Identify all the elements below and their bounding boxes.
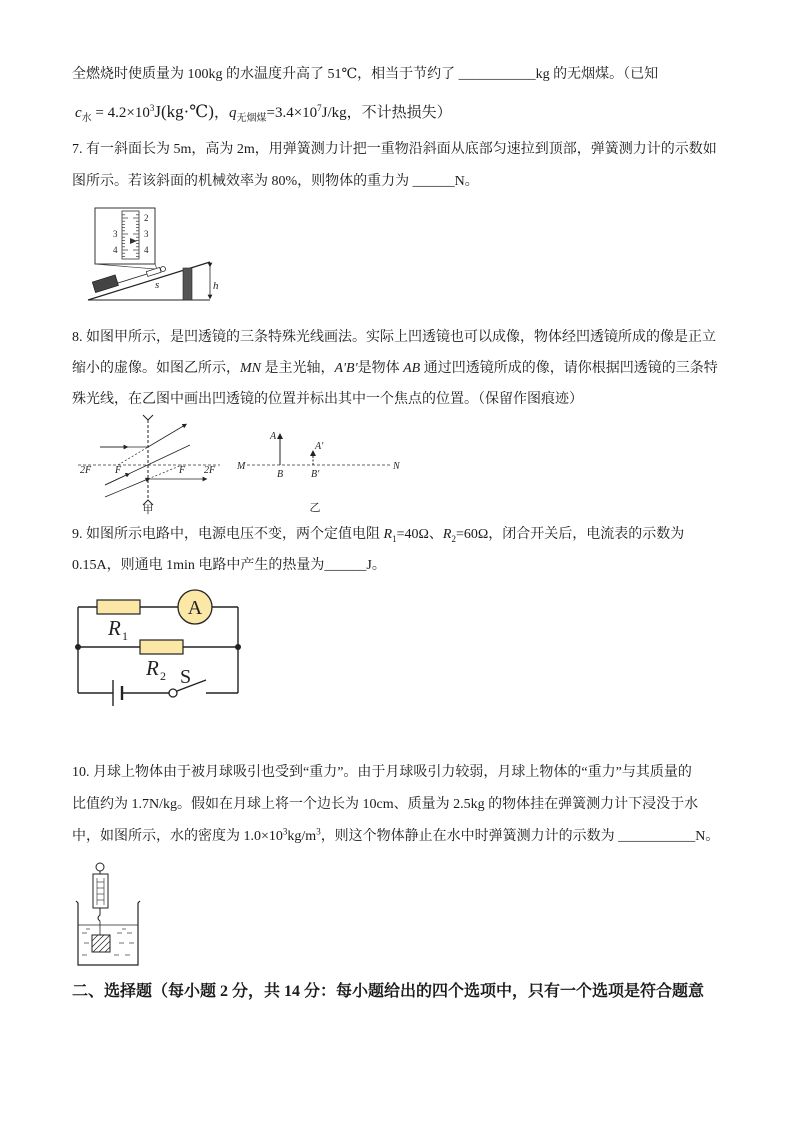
section-2-heading: 二、选择题（每小题 2 分，共 14 分：每小题给出的四个选项中，只有一个选项是符合题意: [72, 983, 705, 1000]
r2-sub-label: 2: [160, 669, 166, 683]
label-a: A: [270, 431, 277, 442]
q8-object-label: AB: [403, 361, 421, 376]
hanging-ring: [96, 863, 104, 871]
r1-label: R: [108, 616, 121, 640]
q8-text-d: 通过凹透镜所成的像，请你根据凹透镜的三条特: [420, 361, 718, 376]
label-b-prime: B': [311, 469, 320, 480]
label-a-prime: A': [315, 441, 324, 452]
distance-label: s: [155, 279, 160, 291]
label-n: N: [393, 461, 400, 472]
q9-text-b: =40Ω、: [396, 527, 443, 542]
q7-line-1: 7. 有一斜面长为 5m，高为 2m，用弹簧测力计把一重物沿斜面从底部匀速拉到顶部，弹簧测力计的示数如: [72, 142, 717, 157]
label-f-right: F: [179, 465, 186, 476]
ray-diverging-out: [148, 425, 185, 447]
q8-line-2: [72, 359, 718, 379]
q10-exp-1: 3: [282, 826, 288, 837]
q9-r2: R: [442, 527, 452, 542]
junction-right: [235, 644, 241, 650]
q10-line-3: [72, 827, 719, 847]
q6-given-formula: [75, 102, 452, 123]
concave-lens-rays-figure: [70, 415, 230, 515]
formula-comma: ，: [213, 105, 229, 121]
scale-label-right-3: 3: [144, 229, 149, 239]
q7-line-2: 图所示。若该斜面的机械效率为 80%，则物体的重力为 ______N。: [72, 174, 479, 189]
ray-focus-extension: [148, 465, 182, 479]
caption-yi: 乙: [309, 502, 321, 514]
label-2f-right: 2F: [204, 465, 216, 476]
circuit-diagram: [70, 588, 245, 723]
scale-label-right-2: 2: [144, 213, 149, 223]
q-exponent: 7: [317, 103, 322, 113]
q-subscript: 无烟煤: [236, 113, 267, 124]
q10-answer-blank: ___________: [618, 829, 696, 844]
c-subscript: 水: [81, 113, 92, 124]
label-2f-left: 2F: [80, 465, 92, 476]
label-f-left: F: [115, 465, 122, 476]
ray-back-extension: [118, 447, 148, 465]
r1-sub-label: 1: [122, 629, 128, 643]
scale-label-left-4: 4: [113, 245, 118, 255]
resistor-r2: [140, 640, 183, 654]
q6-line-1: [72, 65, 658, 85]
pull-string: [118, 274, 147, 283]
ammeter-label: A: [187, 597, 203, 619]
c-symbol: c: [75, 105, 82, 121]
spring-scale-beaker-figure: [72, 855, 144, 970]
q9-r2-sub: 2: [451, 533, 456, 544]
q9-line-1: [72, 525, 684, 545]
scale-label-right-4: 4: [144, 245, 149, 255]
switch-pivot: [169, 689, 177, 697]
q10-text-c: ，则这个物体静止在水中时弹簧测力计的示数为: [320, 829, 619, 844]
q8-image-label: A'B': [334, 361, 358, 376]
q10-text-d: N。: [695, 829, 720, 844]
label-b: B: [277, 469, 284, 480]
junction-left: [75, 644, 81, 650]
r2-label: R: [146, 656, 159, 680]
q6-text-tail: kg 的无烟煤。（已知: [535, 67, 659, 82]
concave-lens: [143, 415, 153, 505]
q9-text-a: 9. 如图所示电路中，电源电压不变，两个定值电阻: [72, 527, 384, 542]
height-label: h: [213, 280, 219, 292]
q8-line-3: 殊光线，在乙图中画出凹透镜的位置并标出其中一个焦点的位置。（保留作图痕迹）: [72, 392, 583, 407]
q8-text-c: 是物体: [357, 361, 404, 376]
q-value: =3.4×10: [266, 105, 318, 121]
q9-line-2: 0.15A，则通电 1min 电路中产生的热量为______J。: [72, 558, 386, 573]
scale-hook: [98, 908, 100, 921]
c-value: = 4.2×10: [91, 105, 150, 121]
image-formation-figure: [235, 420, 405, 515]
q6-text: 全燃烧时使质量为 100kg 的水温度升高了 51℃，相当于节约了: [72, 67, 459, 82]
q8-line-1: 8. 如图甲所示，是凹透镜的三条特殊光线画法。实际上凹透镜也可以成像，物体经凹透镜所成的像是正立: [72, 330, 716, 345]
incline-spring-scale-figure: [85, 205, 220, 305]
q10-exp-2: 3: [316, 826, 321, 837]
q9-r1: R: [383, 527, 393, 542]
scale-label-left-3: 3: [113, 229, 118, 239]
resistor-r1: [97, 600, 140, 614]
q9-r1-sub: 1: [392, 533, 397, 544]
q10-line-2: 比值约为 1.7N/kg。假如在月球上将一个边长为 10cm、质量为 2.5kg 的物体挂在弹簧测力计下浸没于水: [72, 797, 699, 812]
q10-line-1: 10. 月球上物体由于被月球吸引也受到“重力”。由于月球吸引力较弱，月球上物体的“重力”与其质量的: [72, 765, 692, 780]
scale-hook: [161, 267, 166, 272]
q8-text-a: 缩小的虚像。如图乙所示，: [72, 361, 240, 376]
q-tail: J/kg，不计热损失）: [321, 105, 452, 121]
switch-label: S: [180, 666, 192, 688]
q8-text-b: 是主光轴，: [261, 361, 335, 376]
q-symbol: q: [228, 105, 237, 121]
q9-text-c: =60Ω，闭合开关后，电流表的示数为: [455, 527, 685, 542]
block: [92, 275, 118, 293]
q10-text-b: kg/m: [287, 829, 317, 844]
q8-mn: MN: [240, 361, 261, 376]
c-exponent: 3: [149, 103, 155, 113]
c-unit: J(kg·℃): [154, 102, 214, 121]
incline-support: [183, 268, 192, 300]
spring-scale-body: [93, 874, 108, 908]
q6-answer-blank: ___________: [458, 67, 536, 82]
caption-jia: 甲: [142, 504, 154, 516]
q10-text-a: 中，如图所示，水的密度为 1.0×10: [72, 829, 283, 844]
label-m: M: [237, 461, 246, 472]
